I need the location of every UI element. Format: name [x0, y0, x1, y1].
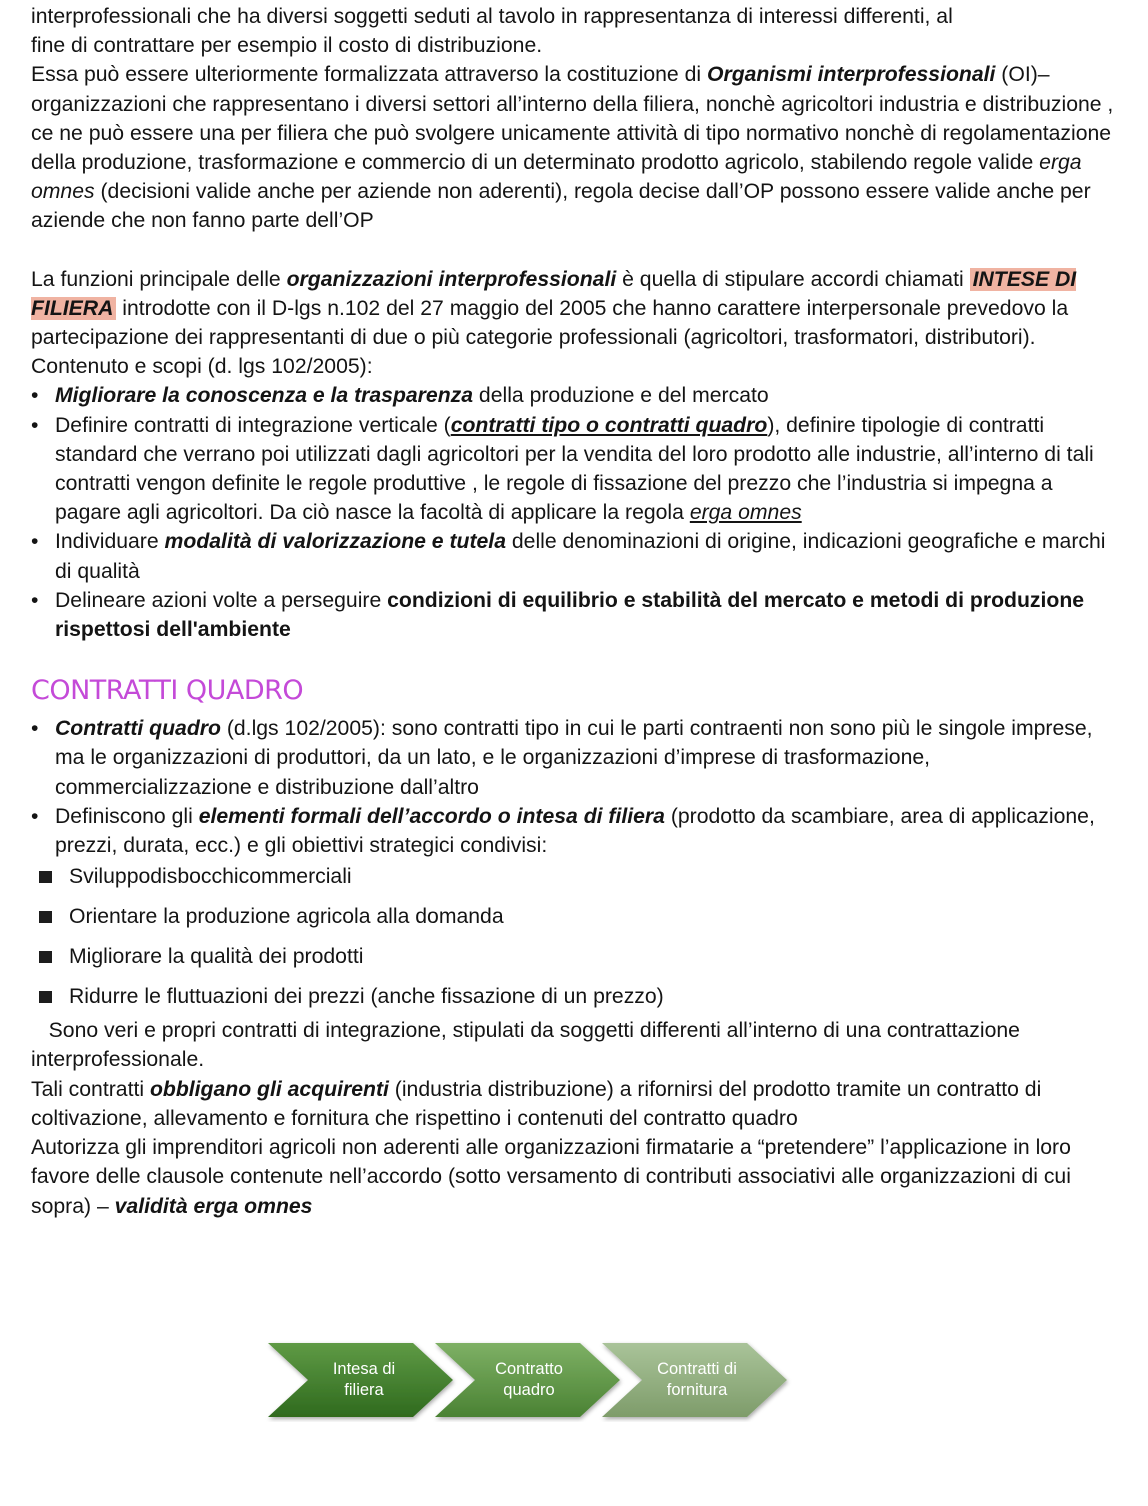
funzioni-paragraph: La funzioni principale delle organizzazioni interprofessionali è quella di stipulare accordi chiamati INTESE DI FILIERA introdotte con il D-lgs n.102 del 27 maggio del 2005 che hanno carattere interpersonale prevedovo la partecipazione dei rappresentanti di due o più categorie professionali (agricoltori, trasformatori, distributori). Contenuto e scopi (d. lgs 102/2005):: [31, 267, 1077, 379]
document-page: [31, 2, 1121, 1221]
list-item: • Migliorare la conoscenza e la trasparenza della produzione e del mercato: [31, 381, 1121, 410]
contratti-list: [31, 714, 1121, 860]
list-item: Migliorare la qualità dei prodotti: [31, 942, 1121, 971]
square-bullet-icon: [39, 911, 52, 923]
organismi-interprofessionali-term: Organismi interprofessionali: [706, 63, 996, 87]
intro-paragraph: interprofessionali che ha diversi soggetti seduti al tavolo in rappresentanza di interessi differenti, al fine di contrattare per esempio il costo di distribuzione. Essa può essere ulteriormente formalizzata attraverso la costituzione di Organismi interprofessionali (OI)– organizzazioni che rappresentano i diversi settori all’interno della filiera, nonchè agricoltori industria e distribuzione , ce ne può essere una per filiera che può svolgere unicamente attività di tipo normativo nonchè di regolamentazione della produzione, trasformazione e commercio di un determinato prodotto agricolo, stabilendo regole valide erga omnes (decisioni valide anche per aziende non aderenti), regola decise dall’OP possono essere valide anche per aziende che non fanno parte dell’OP: [31, 5, 1114, 233]
flow-step-contratti-fornitura: [602, 1343, 787, 1417]
list-item: Ridurre le fluttuazioni dei prezzi (anche fissazione di un prezzo): [31, 982, 1121, 1011]
erga-omnes-term: erga omnes: [31, 151, 1082, 204]
square-bullet-icon: [39, 871, 52, 883]
flow-step-label: Contratti di: [657, 1360, 737, 1378]
flow-step-label: quadro: [503, 1381, 555, 1399]
organizzazioni-interprofessionali-term: organizzazioni interprofessionali: [286, 267, 617, 291]
flow-step-label: filiera: [344, 1381, 384, 1399]
list-item: • Contratti quadro (d.lgs 102/2005): sono contratti tipo in cui le parti contraenti non sono più le singole imprese, ma le organizzazioni di produttori, da un lato, e le organizzazioni d’imprese di trasformazione, commercializzazione e distribuzione dall’altro: [31, 714, 1121, 802]
flow-step-contratto-quadro: [435, 1343, 620, 1417]
flow-step-intesa: [268, 1343, 453, 1417]
flow-step-label: fornitura: [666, 1381, 728, 1399]
flow-step-label: Contratto: [495, 1360, 563, 1378]
bullet-icon: •: [31, 413, 39, 437]
contratti-quadro-heading: CONTRATTI QUADRO: [31, 675, 304, 707]
obiettivi-list: [31, 862, 1121, 1011]
contenuto-scopi-label: Contenuto e scopi (d. lgs 102/2005):: [31, 355, 373, 379]
list-item: • Definiscono gli elementi formali dell’accordo o intesa di filiera (prodotto da scambiare, area di applicazione, prezzi, durata, ecc.) e gli obiettivi strategici condivisi:: [31, 802, 1121, 860]
square-bullet-icon: [39, 951, 52, 963]
list-item: • Individuare modalità di valorizzazione e tutela delle denominazioni di origine, indicazioni geografiche e marchi di qualità: [31, 527, 1121, 585]
bullet-icon: •: [31, 384, 39, 408]
bullet-icon: •: [31, 588, 39, 612]
erga-omnes-link[interactable]: erga omnes: [689, 501, 802, 525]
flow-step-label: Intesa di: [332, 1360, 396, 1378]
list-item: • Delineare azioni volte a perseguire condizioni di equilibrio e stabilità del mercato e metodi di produzione rispettosi dell'ambiente: [31, 586, 1121, 644]
bullet-icon: •: [31, 717, 39, 741]
list-item: Orientare la produzione agricola alla domanda: [31, 902, 1121, 931]
filiera-flow-diagram: [265, 1340, 795, 1422]
intese-di-filiera-highlight: INTESE DI FILIERA: [31, 267, 1077, 320]
list-item: • Definire contratti di integrazione verticale (contratti tipo o contratti quadro), definire tipologie di contratti standard che verrano poi utilizzati dagli agricoltori per la vendita del loro prodotto alle industrie, all’interno di tali contratti vengon definite le regole produttive , le regole di fissazione del prezzo che l’industria si impegna a pagare agli agricoltori. Da ciò nasce la facoltà di applicare la regola erga omnes: [31, 411, 1121, 528]
bullet-icon: •: [31, 530, 39, 554]
bullet-icon: •: [31, 804, 39, 828]
square-bullet-icon: [39, 991, 52, 1003]
integrazione-paragraph: Sono veri e propri contratti di integrazione, stipulati da soggetti differenti all’interno di una contrattazione interprofessionale. Tali contratti obbligano gli acquirenti (industria distribuzione) a rifornirsi del prodotto tramite un contratto di coltivazione, allevamento e fornitura che rispettino i contenuti del contratto quadro Autorizza gli imprenditori agricoli non aderenti alle organizzazioni firmatarie a “pretendere” l’applicazione in loro favore delle clausole contenute nell’accordo (sotto versamento di contributi associativi alle organizzazioni di cui sopra) – validità erga omnes: [31, 1019, 1071, 1218]
scopi-list: [31, 381, 1121, 644]
contratti-tipo-link[interactable]: contratti tipo o contratti quadro: [450, 413, 768, 437]
list-item: Sviluppodisbocchicommerciali: [31, 862, 1121, 891]
